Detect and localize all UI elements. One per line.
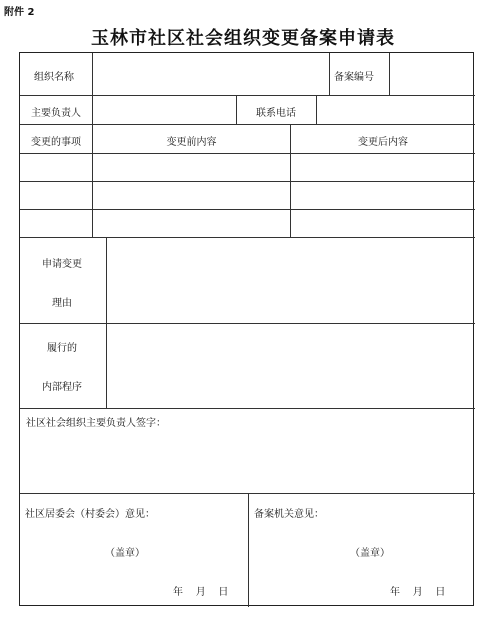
after-content-cell[interactable]	[291, 154, 475, 181]
community-opinion-label: 社区居委会（村委会）意见：	[25, 509, 155, 520]
agency-date: 年 月 日	[390, 587, 446, 598]
col-divider	[248, 493, 249, 607]
reason-label-line2: 理由	[52, 298, 72, 309]
record-no-field[interactable]	[390, 53, 474, 95]
before-content-cell[interactable]	[93, 210, 290, 237]
community-seal: （盖章）	[105, 548, 145, 559]
procedure-field[interactable]	[107, 324, 474, 408]
col-divider	[236, 95, 237, 124]
org-name-field[interactable]	[93, 53, 329, 95]
before-content-cell[interactable]	[93, 154, 290, 181]
agency-seal: （盖章）	[350, 548, 390, 559]
org-name-label: 组织名称	[34, 72, 74, 83]
row-divider	[20, 124, 475, 125]
attachment-label: 附件 2	[4, 7, 35, 18]
row-divider	[20, 408, 475, 409]
after-content-cell[interactable]	[291, 210, 475, 237]
before-content-cell[interactable]	[93, 182, 290, 209]
col-divider	[329, 53, 330, 95]
change-item-cell[interactable]	[20, 210, 92, 237]
after-content-cell[interactable]	[291, 182, 475, 209]
form-title: 玉林市社区社会组织变更备案申请表	[91, 28, 395, 49]
agency-opinion-label: 备案机关意见：	[254, 509, 324, 520]
change-item-cell[interactable]	[20, 182, 92, 209]
record-no-label: 备案编号	[334, 72, 374, 83]
procedure-label-line2: 内部程序	[42, 382, 82, 393]
signature-field[interactable]	[20, 429, 475, 493]
reason-label-line1: 申请变更	[42, 259, 82, 270]
before-content-label: 变更前内容	[166, 137, 217, 148]
phone-label: 联系电话	[256, 108, 296, 119]
community-date: 年 月 日	[173, 587, 229, 598]
after-content-label: 变更后内容	[358, 137, 408, 148]
principal-label: 主要负责人	[31, 108, 81, 119]
application-form	[19, 52, 474, 606]
change-item-label: 变更的事项	[31, 137, 81, 148]
change-item-cell[interactable]	[20, 154, 92, 181]
signature-label: 社区社会组织主要负责人签字：	[26, 418, 166, 429]
reason-field[interactable]	[107, 238, 474, 323]
phone-field[interactable]	[317, 96, 474, 124]
principal-field[interactable]	[93, 96, 236, 124]
procedure-label-line1: 履行的	[47, 343, 77, 354]
